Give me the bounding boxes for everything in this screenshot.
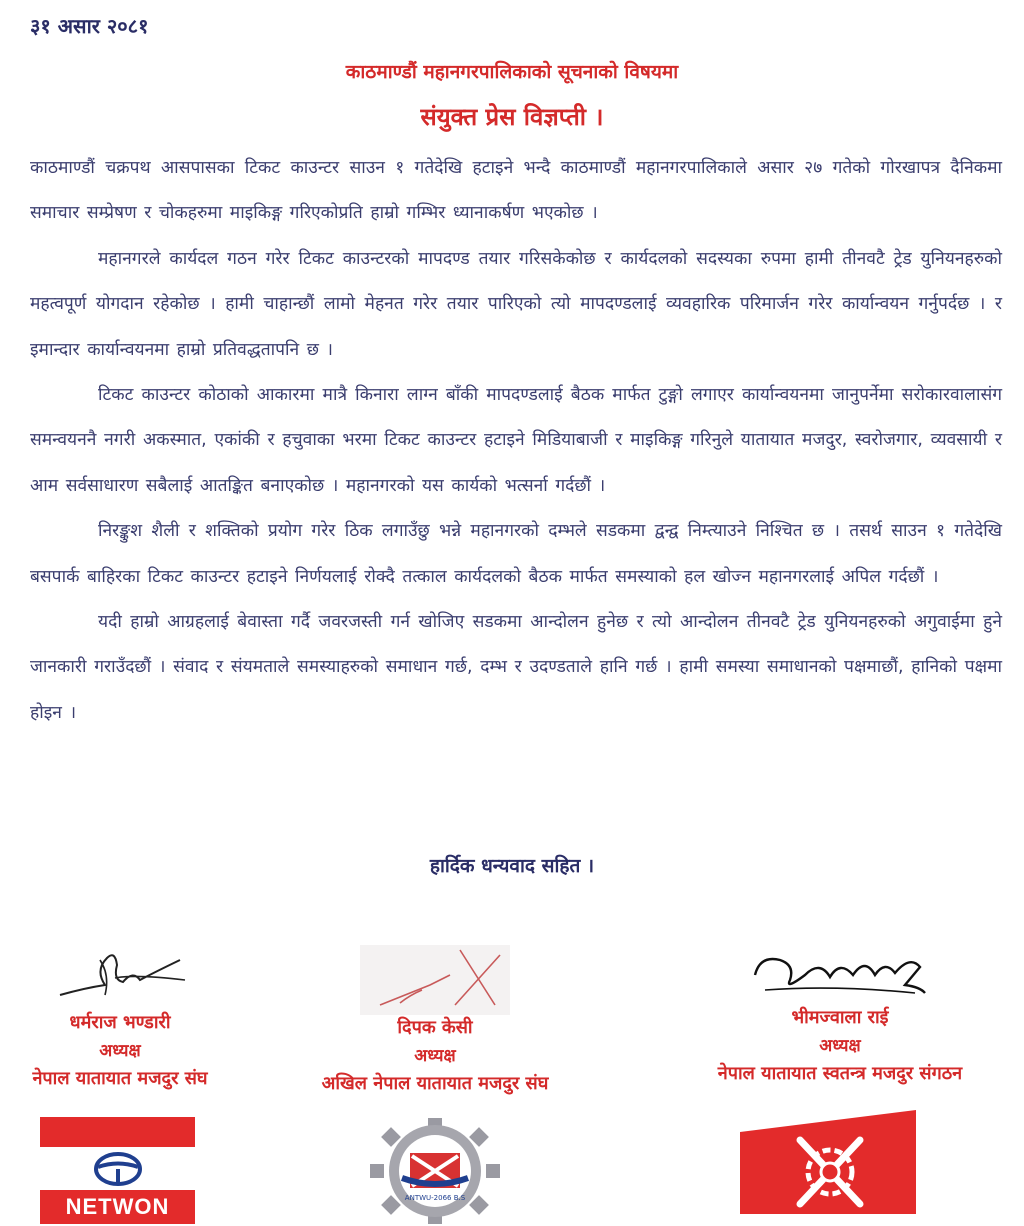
gear-emblem-icon	[360, 1118, 510, 1224]
signatory-name: धर्मराज भण्डारी	[69, 1012, 171, 1033]
body-paragraph: महानगरले कार्यदल गठन गरेर टिकट काउन्टरको मापदण्ड तयार गरिसकेकोछ र कार्यदलको सदस्यका रुपमा हामी तीनवटै ट्रेड युनियनहरुको महत्वपूर्ण योगदान रहेकोछ । हामी चाहान्छौं लामो मेहनत गरेर तयार पारिएको त्यो मापदण्डलाई व्यवहारिक परिमार्जन गरेर कार्यान्वयन गर्नुपर्दछ । र इमान्दार कार्यान्वयनमा हाम्रो प्रतिवद्धतापनि छ ।	[30, 248, 1002, 360]
signatory-block-3	[660, 935, 1020, 1087]
signatory-organization: नेपाल यातायात स्वतन्त्र मजदुर संगठन	[717, 1063, 963, 1084]
signatory-block-1	[0, 940, 240, 1092]
handwritten-signature	[360, 945, 510, 1015]
signatory-block-2	[290, 945, 580, 1097]
netwon-logo-top-band	[40, 1117, 195, 1147]
signatory-role: अध्यक्ष	[414, 1046, 456, 1066]
signatory-role: अध्यक्ष	[819, 1036, 861, 1056]
closing-line: हार्दिक धन्यवाद सहित ।	[429, 855, 595, 877]
handwritten-signature	[745, 935, 935, 1005]
press-release-title: संयुक्त प्रेस विज्ञप्ती ।	[420, 103, 604, 131]
signatory-name: भीमज्वाला राई	[791, 1007, 889, 1028]
subject-line: काठमाण्डौं महानगरपालिकाको सूचनाको विषयमा	[345, 61, 679, 83]
steering-wheel-icon	[92, 1150, 144, 1188]
body-paragraph: काठमाण्डौं चक्रपथ आसपासका टिकट काउन्टर साउन १ गतेदेखि हटाइने भन्दै काठमाण्डौं महानगरपालिकाले असार २७ गतेको गोरखापत्र दैनिकमा समाचार सम्प्रेषण र चोकहरुमा माइकिङ्ग गरिएकोप्रति हाम्रो गम्भिर ध्यानाकर्षण भएकोछ ।	[30, 158, 1002, 224]
signatory-role: अध्यक्ष	[99, 1041, 141, 1061]
press-release-date: ३१ असार २०८१	[30, 14, 149, 38]
body-paragraph: टिकट काउन्टर कोठाको आकारमा मात्रै किनारा लाग्न बाँकी मापदण्डलाई बैठक मार्फत टुङ्गो लगाएर कार्यान्वयनमा जानुपर्नेमा सरोकारवालासंग समन्वयननै नगरी अकस्मात, एकांकी र हचुवाका भरमा टिकट काउन्टर हटाइने मिडियाबाजी र माइकिङ्ग गरिनुले यातायात मजदुर, स्वरोजगार, व्यवसायी र आम सर्वसाधारण सबैलाई आतङ्कित बनाएकोछ । महानगरको यस कार्यको भत्सर्ना गर्दछौं ।	[30, 385, 1002, 496]
handwritten-signature	[45, 940, 195, 1010]
body-paragraph: यदी हाम्रो आग्रहलाई बेवास्ता गर्दै जवरजस्ती गर्न खोजिए सडकमा आन्दोलन हुनेछ र त्यो आन्दोलन तीनवटै ट्रेड युनियनहरुको अगुवाईमा हुने जानकारी गराउँदछौं । संवाद र संयमताले समस्याहरुको समाधान गर्छ, दम्भ र उदण्डताले हानि गर्छ । हामी समस्या समाधानको पक्षमाछौं, हानिको पक्षमा होइन ।	[30, 612, 1002, 723]
gear-emblem-caption: ANTWU-2066 B.S	[404, 1194, 466, 1202]
signatory-organization: अखिल नेपाल यातायात मजदुर संघ	[321, 1073, 549, 1094]
signatory-organization: नेपाल यातायात मजदुर संघ	[32, 1068, 208, 1089]
body-paragraph: निरङ्कुश शैली र शक्तिको प्रयोग गरेर ठिक लगाउँछु भन्ने महानगरको दम्भले सडकमा द्वन्द्व निम्त्याउने निश्चित छ । तसर्थ साउन १ गतेदेखि बसपार्क बाहिरका टिकट काउन्टर हटाइने निर्णयलाई रोक्दै तत्काल कार्यदलको बैठक मार्फत समस्याको हल खोज्न महानगरलाई अपिल गर्दछौं ।	[30, 521, 1002, 587]
signatory-name: दिपक केसी	[397, 1017, 473, 1038]
press-release-body	[30, 146, 1002, 736]
tools-emblem-icon	[740, 1110, 916, 1214]
netwon-logo-text: NETWON	[40, 1190, 195, 1224]
